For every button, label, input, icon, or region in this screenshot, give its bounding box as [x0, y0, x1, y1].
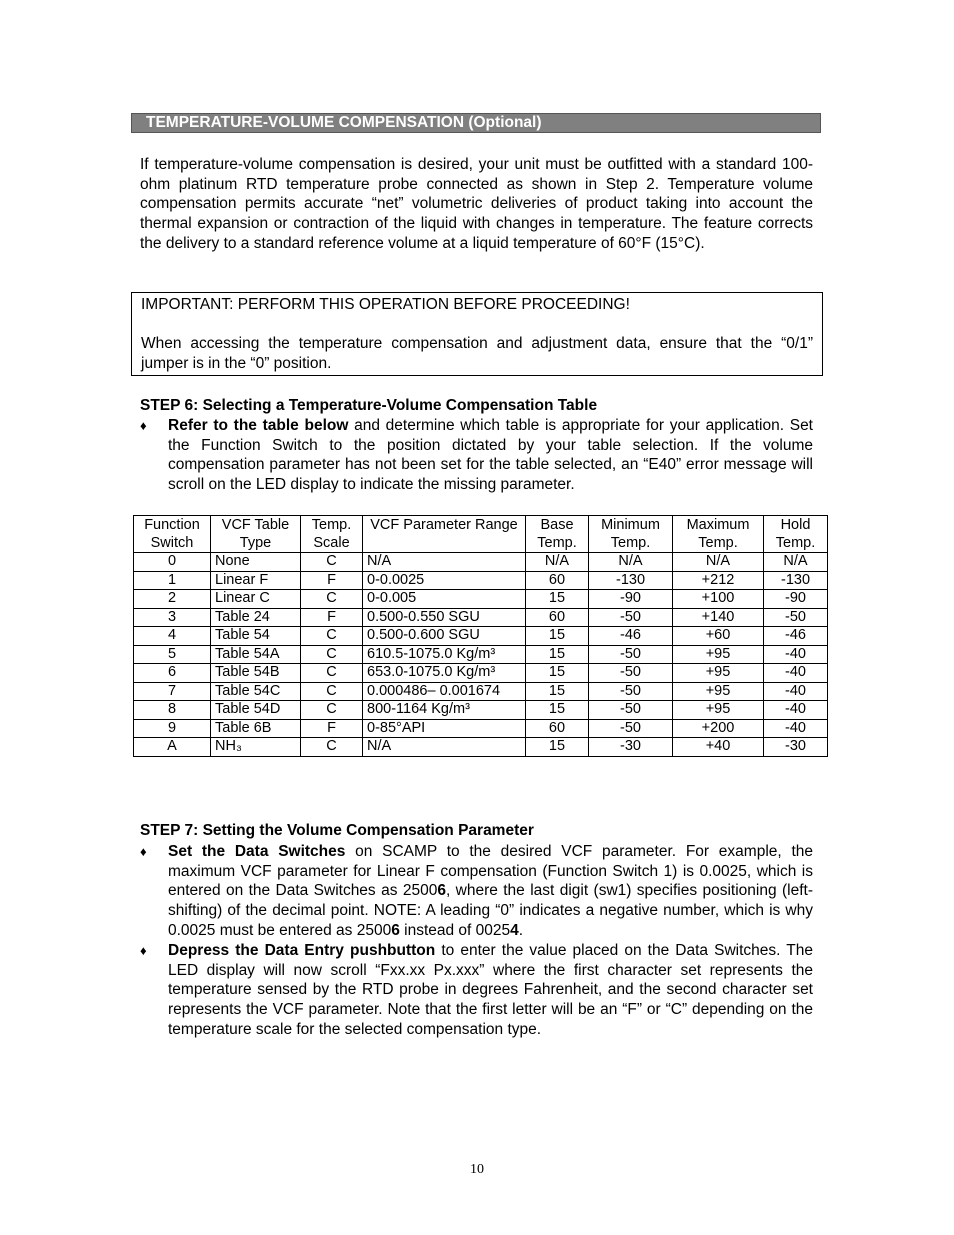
important-notice-box: [131, 292, 823, 376]
table-cell: 4: [134, 627, 211, 646]
table-cell: N/A: [673, 553, 764, 572]
table-cell: -40: [764, 645, 828, 664]
table-cell: 0-85°API: [363, 719, 526, 738]
table-cell: +100: [673, 590, 764, 609]
step7-b1-text-c: , where the last digit (sw1) specifies positioning (left-shifting) of the decimal point. NOTE: A leading “0” indicates a negative number, which is why 0.0025 must be entered as 2500: [168, 882, 813, 939]
table-cell: None: [211, 553, 301, 572]
table-cell: 15: [526, 645, 589, 664]
table-cell: +60: [673, 627, 764, 646]
table-cell: -130: [764, 571, 828, 590]
section-title: TEMPERATURE-VOLUME COMPENSATION (Optional): [131, 113, 821, 133]
table-row: [134, 719, 828, 738]
table-row: [134, 571, 828, 590]
intro-text: If temperature-volume compensation is desired, your unit must be outfitted with a standard 100-ohm platinum RTD temperature probe connected as shown in Step 2. Temperature volume compensation permits accurate “net” volumetric deliveries of product taking into account the thermal expansion or contraction of the liquid with changes in temperature. The feature corrects the delivery to a standard reference volume at a liquid temperature of 60°F (15°C).: [140, 156, 813, 252]
table-cell: -40: [764, 701, 828, 720]
table-cell: Linear C: [211, 590, 301, 609]
step7-bullet-1-text: [168, 842, 813, 941]
table-cell: -40: [764, 682, 828, 701]
step7-b1-bold: Set the Data Switches: [168, 843, 346, 860]
col-header: VCF Parameter Range: [363, 516, 526, 553]
table-cell: -50: [589, 608, 673, 627]
table-cell: 5: [134, 645, 211, 664]
table-cell: C: [301, 738, 363, 757]
table-cell: -46: [589, 627, 673, 646]
table-cell: 60: [526, 608, 589, 627]
table-row: [134, 701, 828, 720]
table-cell: Table 54C: [211, 682, 301, 701]
col-header: VCF Table Type: [211, 516, 301, 553]
col-header: Hold Temp.: [764, 516, 828, 553]
table-cell: 6: [134, 664, 211, 683]
table-cell: N/A: [363, 553, 526, 572]
table-cell: Linear F: [211, 571, 301, 590]
table-cell: C: [301, 645, 363, 664]
table-cell: -40: [764, 719, 828, 738]
table-cell: +212: [673, 571, 764, 590]
table-cell: +140: [673, 608, 764, 627]
table-cell: A: [134, 738, 211, 757]
table-cell: 15: [526, 590, 589, 609]
table-row: [134, 664, 828, 683]
step6-bullet-bold: Refer to the table below: [168, 417, 349, 434]
table-cell: -50: [589, 719, 673, 738]
table-cell: 15: [526, 738, 589, 757]
table-cell: -50: [589, 645, 673, 664]
table-cell: Table 54: [211, 627, 301, 646]
table-cell: -30: [589, 738, 673, 757]
step7-b1-bold-digit: 4: [510, 921, 519, 939]
step6-title: STEP 6: Selecting a Temperature-Volume Compensation Table: [140, 397, 598, 414]
table-row: [134, 627, 828, 646]
table-cell: -50: [589, 682, 673, 701]
table-cell: 0.500-0.600 SGU: [363, 627, 526, 646]
table-cell: -46: [764, 627, 828, 646]
step7-b2-bold: Depress the Data Entry pushbutton: [168, 942, 436, 959]
table-cell: 3: [134, 608, 211, 627]
step6-bullet-rest: and determine which table is appropriate for your application. Set the Function Switch to the position dictated by your table selection. If the volume compensation parameter has not been set for the table selected, an “E40” error message will scroll on the LED display to indicate the missing parameter.: [168, 417, 813, 494]
important-body: When accessing the temperature compensation and adjustment data, ensure that the “0/1” jumper is in the “0” position.: [141, 335, 813, 373]
step7-b1-text-e: .: [518, 921, 524, 939]
table-cell: -90: [764, 590, 828, 609]
step7-b1-bold-digit: 6: [391, 921, 400, 939]
step7-b1-bold-digit: 6: [437, 882, 446, 900]
table-cell: -50: [764, 608, 828, 627]
table-cell: N/A: [764, 553, 828, 572]
table-cell: 0-0.005: [363, 590, 526, 609]
step7-bullet-1: [140, 842, 813, 941]
table-cell: 0: [134, 553, 211, 572]
table-cell: 0-0.0025: [363, 571, 526, 590]
table-cell: +40: [673, 738, 764, 757]
table-row: [134, 645, 828, 664]
table-cell: 15: [526, 701, 589, 720]
bullet-diamond-icon: ♦: [140, 418, 147, 433]
table-cell: C: [301, 664, 363, 683]
table-cell: N/A: [363, 738, 526, 757]
table-cell: C: [301, 701, 363, 720]
table-cell: -30: [764, 738, 828, 757]
bullet-diamond-icon: ♦: [140, 844, 147, 859]
table-cell: 8: [134, 701, 211, 720]
table-cell: 0.000486– 0.001674: [363, 682, 526, 701]
table-header-row: [134, 516, 828, 553]
table-cell: Table 24: [211, 608, 301, 627]
col-header: Minimum Temp.: [589, 516, 673, 553]
vcf-table: [133, 515, 828, 757]
step6-bullet-text: [168, 416, 813, 495]
table-cell: -40: [764, 664, 828, 683]
step7-bullet-2: [140, 941, 813, 1040]
table-body: [134, 553, 828, 757]
table-cell: C: [301, 682, 363, 701]
table-cell: F: [301, 608, 363, 627]
page-number: 10: [470, 1162, 484, 1177]
intro-paragraph: [140, 155, 813, 254]
bullet-diamond-icon: ♦: [140, 943, 147, 958]
table-cell: +95: [673, 645, 764, 664]
table-row: [134, 738, 828, 757]
table-cell: -50: [589, 701, 673, 720]
table-cell: 60: [526, 719, 589, 738]
table-cell: 7: [134, 682, 211, 701]
table-cell: 800-1164 Kg/m³: [363, 701, 526, 720]
step7-b1-text-d: instead of 0025: [399, 921, 511, 939]
table-cell: -90: [589, 590, 673, 609]
table-cell: 653.0-1075.0 Kg/m³: [363, 664, 526, 683]
table-cell: NH₃: [211, 738, 301, 757]
table-cell: F: [301, 719, 363, 738]
table-row: [134, 682, 828, 701]
table-cell: C: [301, 590, 363, 609]
table-cell: C: [301, 627, 363, 646]
table-cell: +200: [673, 719, 764, 738]
col-header: Base Temp.: [526, 516, 589, 553]
table-row: [134, 608, 828, 627]
table-cell: 15: [526, 664, 589, 683]
step6-bullet: [140, 416, 813, 495]
table-cell: 15: [526, 627, 589, 646]
col-header: Temp. Scale: [301, 516, 363, 553]
table-cell: Table 54A: [211, 645, 301, 664]
table-cell: F: [301, 571, 363, 590]
table-cell: +95: [673, 682, 764, 701]
important-heading: IMPORTANT: PERFORM THIS OPERATION BEFORE PROCEEDING!: [141, 296, 630, 313]
table-cell: C: [301, 553, 363, 572]
step7-bullet-2-text: [168, 941, 813, 1040]
table-cell: 2: [134, 590, 211, 609]
table-cell: -130: [589, 571, 673, 590]
table-cell: 9: [134, 719, 211, 738]
step7-b2-rest: to enter the value placed on the Data Switches. The LED display will now scroll “Fxx.xx Px.xxx” where the first character set represents the temperature sensed by the RTD probe in degrees Fahrenheit, and the second character set represents the VCF parameter. Note that the first letter will be an “F” or “C” depending on the temperature scale for the selected compensation type.: [168, 942, 813, 1038]
table-cell: 0.500-0.550 SGU: [363, 608, 526, 627]
table-row: [134, 590, 828, 609]
table-cell: N/A: [526, 553, 589, 572]
table-cell: 1: [134, 571, 211, 590]
table-row: [134, 553, 828, 572]
table-cell: +95: [673, 701, 764, 720]
table-cell: 15: [526, 682, 589, 701]
table-cell: -50: [589, 664, 673, 683]
table-cell: 60: [526, 571, 589, 590]
table-cell: Table 54D: [211, 701, 301, 720]
table-cell: +95: [673, 664, 764, 683]
step7-title: STEP 7: Setting the Volume Compensation Parameter: [140, 822, 534, 839]
table-cell: Table 6B: [211, 719, 301, 738]
step7-b1-text-a: on SCAMP to the desired VCF parameter. For example, the maximum VCF parameter for Linear F compensation (Function Switch 1) is 0.0025, which is entered on the Data Switches as 2500: [168, 843, 813, 900]
col-header: Function Switch: [134, 516, 211, 553]
table-cell: N/A: [589, 553, 673, 572]
table-cell: Table 54B: [211, 664, 301, 683]
col-header: Maximum Temp.: [673, 516, 764, 553]
table-cell: 610.5-1075.0 Kg/m³: [363, 645, 526, 664]
